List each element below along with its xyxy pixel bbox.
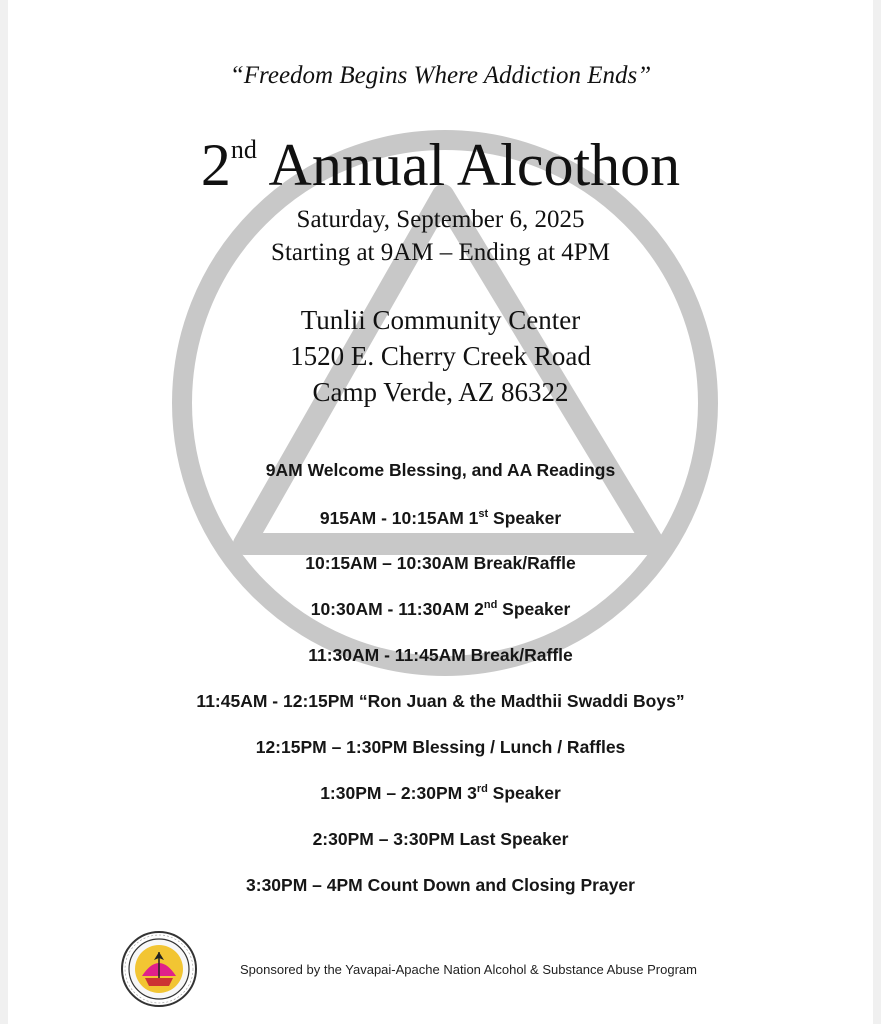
event-when [0, 203, 881, 269]
schedule-item: 9AM Welcome Blessing, and AA Readings [265, 460, 616, 480]
schedule-item: 10:30AM - 11:30AM 2nd Speaker [310, 599, 571, 619]
event-date: Saturday, September 6, 2025 [296, 206, 585, 233]
sponsor-note: Sponsored by the Yavapai-Apache Nation Alcohol & Substance Abuse Program [240, 962, 697, 977]
title-ordinal-number: 2 [200, 132, 231, 198]
venue-city: Camp Verde, AZ 86322 [312, 377, 569, 407]
event-venue [0, 302, 881, 410]
schedule-item: 11:45AM - 12:15PM “Ron Juan & the Madthii Swaddi Boys” [196, 691, 685, 711]
event-title [0, 130, 881, 200]
schedule-item: 10:15AM – 10:30AM Break/Raffle [305, 553, 576, 573]
schedule-item: 1:30PM – 2:30PM 3rd Speaker [320, 783, 561, 803]
venue-name: Tunlii Community Center [300, 305, 581, 335]
slogan: “Freedom Begins Where Addiction Ends” [229, 62, 652, 89]
schedule-item: 12:15PM – 1:30PM Blessing / Lunch / Raffles [255, 737, 626, 757]
schedule-item: 915AM - 10:15AM 1st Speaker [319, 508, 562, 528]
title-text: Annual Alcothon [256, 132, 681, 198]
tribal-seal-icon [120, 930, 198, 1008]
schedule-item: 2:30PM – 3:30PM Last Speaker [312, 829, 569, 849]
event-time: Starting at 9AM – Ending at 4PM [271, 239, 610, 266]
schedule-item: 11:30AM - 11:45AM Break/Raffle [308, 645, 573, 665]
schedule-item: 3:30PM – 4PM Count Down and Closing Prayer [246, 875, 635, 895]
venue-street: 1520 E. Cherry Creek Road [290, 341, 591, 371]
title-ordinal-suffix: nd [230, 135, 257, 164]
